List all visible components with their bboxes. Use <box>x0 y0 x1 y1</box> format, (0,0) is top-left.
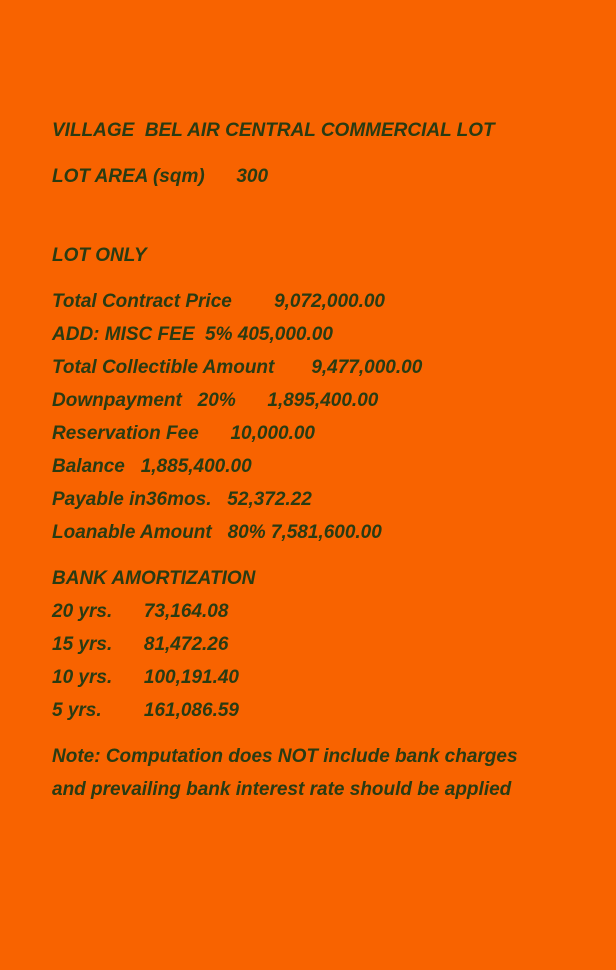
amortization-10-years: 10 yrs. 100,191.40 <box>52 667 239 688</box>
lot-only-heading: LOT ONLY <box>52 245 147 266</box>
total-collectible-line: Total Collectible Amount 9,477,000.00 <box>52 357 423 378</box>
amortization-20-years: 20 yrs. 73,164.08 <box>52 601 229 622</box>
lot-area-line: LOT AREA (sqm) 300 <box>52 166 269 187</box>
loanable-amount-line: Loanable Amount 80% 7,581,600.00 <box>52 522 382 543</box>
misc-fee-line: ADD: MISC FEE 5% 405,000.00 <box>52 324 333 345</box>
document-title: VILLAGE BEL AIR CENTRAL COMMERCIAL LOT <box>52 120 495 141</box>
reservation-fee-line: Reservation Fee 10,000.00 <box>52 423 315 444</box>
price-computation-document <box>52 0 612 800</box>
amortization-5-years: 5 yrs. 161,086.59 <box>52 700 239 721</box>
bank-amortization-heading: BANK AMORTIZATION <box>52 568 256 589</box>
amortization-15-years: 15 yrs. 81,472.26 <box>52 634 229 655</box>
note-line-2: and prevailing bank interest rate should be applied <box>52 779 512 800</box>
total-contract-price-line: Total Contract Price 9,072,000.00 <box>52 291 386 312</box>
downpayment-line: Downpayment 20% 1,895,400.00 <box>52 390 379 411</box>
note-line-1: Note: Computation does NOT include bank charges <box>52 746 518 767</box>
balance-line: Balance 1,885,400.00 <box>52 456 252 477</box>
payable-line: Payable in36mos. 52,372.22 <box>52 489 312 510</box>
